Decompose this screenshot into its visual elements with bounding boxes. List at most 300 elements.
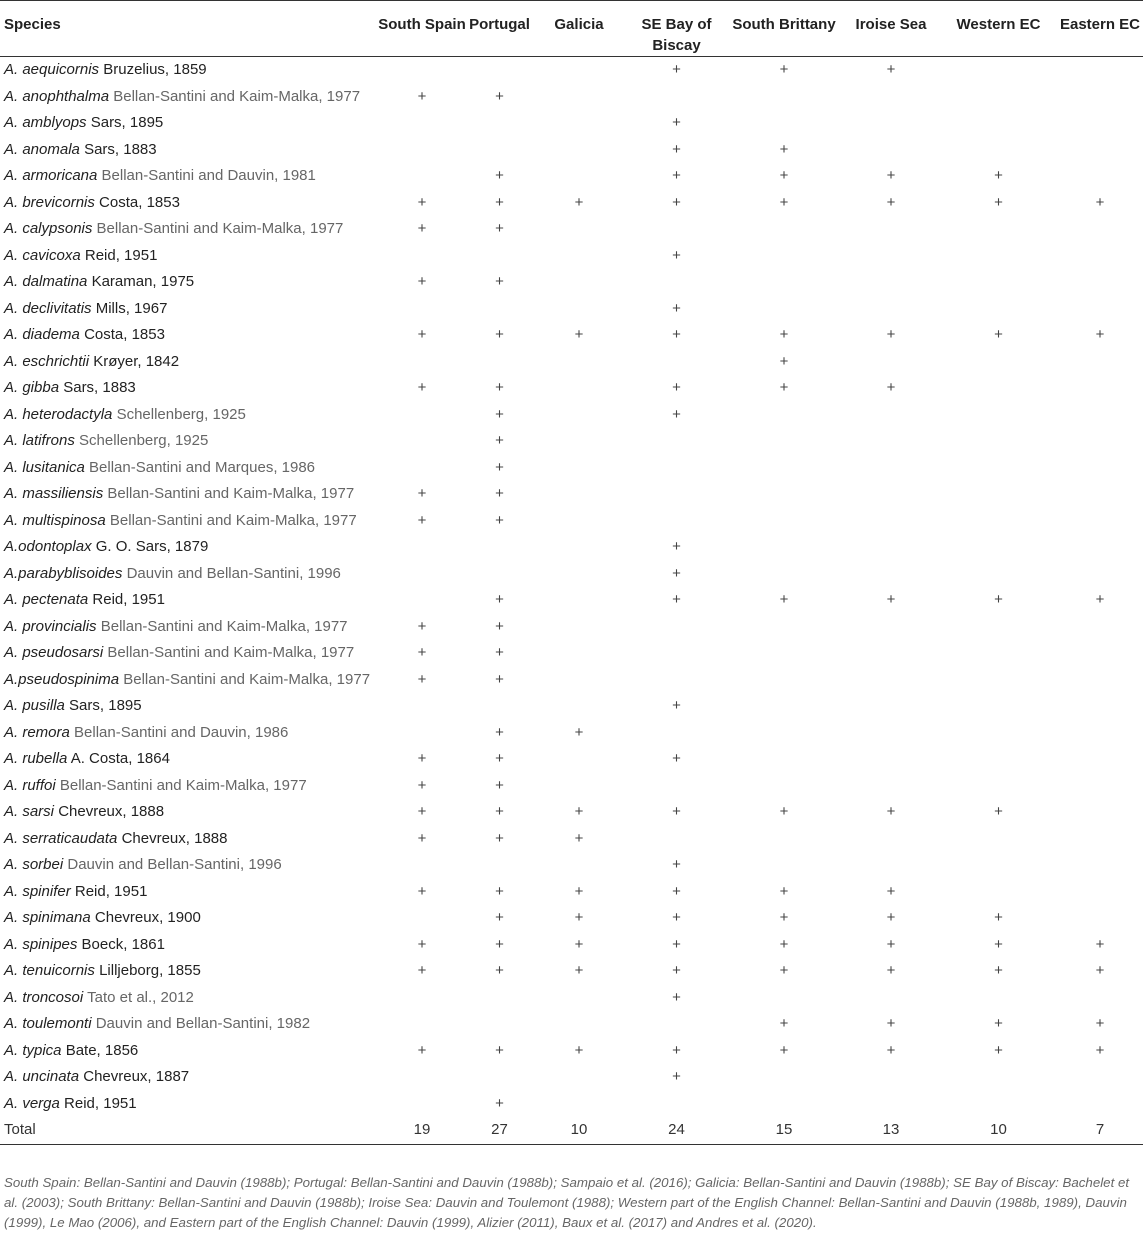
presence-cell <box>627 349 726 376</box>
presence-cell <box>940 137 1057 164</box>
presence-cell <box>627 826 726 853</box>
species-authority: Karaman, 1975 <box>91 273 195 291</box>
presence-cell: + <box>417 829 427 847</box>
presence-cell <box>531 746 627 773</box>
presence-cell: + <box>886 167 896 185</box>
presence-cell: + <box>417 193 427 211</box>
presence-cell <box>842 349 940 376</box>
footnote-segment: Bellan-Santini and Dauvin (1988b, 1989) <box>838 1195 1079 1210</box>
table-row <box>0 879 1143 906</box>
presence-cell <box>627 269 726 296</box>
species-authority: Boeck, 1861 <box>81 935 165 953</box>
presence-cell: + <box>495 379 504 397</box>
species-name: A. uncinata <box>4 1068 80 1086</box>
presence-cell: + <box>495 273 504 291</box>
presence-cell <box>376 428 468 455</box>
presence-cell: + <box>994 1041 1003 1059</box>
species-authority: Chevreux, 1888 <box>121 829 228 847</box>
presence-cell: + <box>994 909 1003 927</box>
presence-cell: + <box>779 326 789 344</box>
presence-cell <box>376 137 468 164</box>
footnote-segment: ; <box>553 1175 561 1190</box>
presence-cell <box>940 508 1057 535</box>
species-cell <box>0 84 376 111</box>
presence-cell: + <box>417 511 427 529</box>
presence-cell <box>376 985 468 1012</box>
species-name: A. eschrichtii <box>4 352 90 370</box>
column-header-region: Portugal <box>469 16 530 33</box>
table-row <box>0 216 1143 243</box>
presence-cell <box>531 137 627 164</box>
footnote-segment: . <box>812 1215 817 1230</box>
presence-cell: + <box>417 670 427 688</box>
presence-cell <box>1057 746 1143 773</box>
footnote-segment: and <box>667 1215 697 1230</box>
presence-cell <box>940 746 1057 773</box>
presence-cell <box>376 693 468 720</box>
footnote-segment: , and Eastern part of the English Channel: <box>136 1215 387 1230</box>
presence-cell <box>1057 1091 1143 1118</box>
presence-cell <box>531 587 627 614</box>
presence-cell: + <box>886 61 896 79</box>
presence-cell <box>376 1091 468 1118</box>
presence-cell <box>842 773 940 800</box>
presence-cell: + <box>495 935 504 953</box>
footnote-segment: , <box>42 1215 50 1230</box>
presence-cell <box>940 84 1057 111</box>
table-row <box>0 1091 1143 1118</box>
presence-cell: + <box>495 591 504 609</box>
table-row <box>0 269 1143 296</box>
presence-cell: + <box>1095 591 1105 609</box>
species-name: A. armoricana <box>4 167 98 185</box>
presence-cell <box>1057 508 1143 535</box>
presence-cell <box>726 402 842 429</box>
presence-cell <box>376 163 468 190</box>
presence-cell <box>1057 375 1143 402</box>
presence-cell: + <box>994 1015 1003 1033</box>
species-authority: Bellan-Santini and Dauvin, 1981 <box>101 167 316 185</box>
table-header <box>0 1 1143 57</box>
species-cell <box>0 243 376 270</box>
presence-cell <box>627 773 726 800</box>
presence-cell <box>842 481 940 508</box>
presence-cell <box>726 852 842 879</box>
presence-cell: + <box>779 803 789 821</box>
presence-cell: + <box>1095 1015 1105 1033</box>
table-row <box>0 243 1143 270</box>
presence-cell: + <box>1095 193 1105 211</box>
presence-cell: + <box>574 962 584 980</box>
species-name: A. declivitatis <box>4 299 92 317</box>
presence-cell <box>627 455 726 482</box>
presence-cell <box>940 826 1057 853</box>
presence-cell: + <box>886 591 896 609</box>
presence-cell <box>842 1064 940 1091</box>
species-cell <box>0 110 376 137</box>
presence-cell <box>1057 269 1143 296</box>
species-name: A. tenuicornis <box>4 962 95 980</box>
presence-cell <box>531 455 627 482</box>
presence-cell <box>1057 243 1143 270</box>
species-authority: Bellan-Santini and Kaim-Malka, 1977 <box>59 776 307 794</box>
species-cell <box>0 190 376 217</box>
presence-cell <box>940 879 1057 906</box>
presence-cell <box>468 110 531 137</box>
species-authority: Sars, 1895 <box>90 114 164 132</box>
presence-cell: + <box>672 167 681 185</box>
species-cell <box>0 455 376 482</box>
species-name: A. anophthalma <box>4 87 110 105</box>
footnote-segment: ; Galicia: <box>687 1175 744 1190</box>
species-authority: Dauvin and Bellan-Santini, 1982 <box>95 1015 311 1033</box>
presence-cell <box>940 110 1057 137</box>
presence-cell: + <box>779 140 789 158</box>
presence-cell <box>627 640 726 667</box>
footnote-segment: ; Portugal: <box>286 1175 351 1190</box>
species-cell <box>0 137 376 164</box>
species-name: A.odontoplax <box>4 538 92 556</box>
species-cell <box>0 640 376 667</box>
presence-cell: + <box>672 962 681 980</box>
presence-cell <box>1057 614 1143 641</box>
presence-cell: + <box>495 87 504 105</box>
species-name: A. toulemonti <box>4 1015 92 1033</box>
presence-cell: + <box>886 962 896 980</box>
table-row <box>0 667 1143 694</box>
species-cell <box>0 322 376 349</box>
species-name: A. rubella <box>4 750 68 768</box>
presence-cell <box>842 455 940 482</box>
presence-cell: + <box>779 1041 789 1059</box>
species-name: A. heterodactyla <box>4 405 113 423</box>
presence-cell <box>531 243 627 270</box>
species-authority: Dauvin and Bellan-Santini, 1996 <box>67 856 282 874</box>
presence-cell: + <box>672 246 681 264</box>
species-name: A. lusitanica <box>4 458 85 476</box>
presence-cell: + <box>495 511 504 529</box>
presence-cell: + <box>417 220 427 238</box>
species-authority: G. O. Sars, 1879 <box>95 538 209 556</box>
presence-cell: + <box>779 193 789 211</box>
presence-cell: + <box>779 935 789 953</box>
species-cell <box>0 693 376 720</box>
presence-cell: + <box>886 1015 896 1033</box>
species-authority: Mills, 1967 <box>95 299 168 317</box>
presence-cell: + <box>886 1041 896 1059</box>
presence-cell <box>468 1011 531 1038</box>
species-cell <box>0 534 376 561</box>
presence-cell: + <box>994 962 1003 980</box>
presence-cell: + <box>672 856 681 874</box>
presence-cell <box>842 746 940 773</box>
presence-cell <box>1057 163 1143 190</box>
presence-cell <box>376 455 468 482</box>
table-row <box>0 349 1143 376</box>
table-row <box>0 110 1143 137</box>
table-row <box>0 296 1143 323</box>
species-name: A. verga <box>4 1094 60 1112</box>
total-value: 24 <box>668 1121 685 1139</box>
presence-cell <box>376 587 468 614</box>
column-header-region: Western EC <box>956 16 1041 33</box>
presence-cell: + <box>495 723 504 741</box>
presence-cell <box>940 216 1057 243</box>
presence-cell <box>842 534 940 561</box>
presence-cell: + <box>672 988 681 1006</box>
presence-cell <box>376 243 468 270</box>
table-row <box>0 773 1143 800</box>
species-name: A.pseudospinima <box>4 670 120 688</box>
species-cell <box>0 1038 376 1065</box>
presence-cell <box>531 773 627 800</box>
presence-cell: + <box>672 299 681 317</box>
presence-cell <box>531 614 627 641</box>
presence-cell: + <box>1095 326 1105 344</box>
presence-cell <box>1057 879 1143 906</box>
species-cell <box>0 667 376 694</box>
species-authority: Bellan-Santini and Kaim-Malka, 1977 <box>96 220 344 238</box>
presence-cell <box>842 243 940 270</box>
species-authority: Schellenberg, 1925 <box>79 432 209 450</box>
footnote-segment: Bellan-Santini and Dauvin (1988b) <box>158 1195 362 1210</box>
presence-cell <box>1057 667 1143 694</box>
presence-cell: + <box>779 167 789 185</box>
presence-cell <box>726 481 842 508</box>
presence-cell <box>1057 84 1143 111</box>
table-row <box>0 163 1143 190</box>
footnote-segment: ; Western part of the English Channel: <box>610 1195 839 1210</box>
presence-cell: + <box>672 114 681 132</box>
footnote-segment: Alizier (2011) <box>477 1215 555 1230</box>
presence-cell <box>376 534 468 561</box>
presence-cell: + <box>1095 935 1105 953</box>
column-header-region: Iroise Sea <box>855 16 927 33</box>
presence-cell: + <box>417 776 427 794</box>
presence-cell: + <box>779 352 789 370</box>
presence-cell: + <box>886 909 896 927</box>
species-cell <box>0 905 376 932</box>
footnote-segment: Baux et al. (2017) <box>562 1215 668 1230</box>
species-cell <box>0 932 376 959</box>
presence-cell <box>940 481 1057 508</box>
footnote-segment: Bellan-Santini and Dauvin (1988b) <box>350 1175 554 1190</box>
presence-cell: + <box>886 803 896 821</box>
presence-cell <box>468 1064 531 1091</box>
table-row <box>0 1064 1143 1091</box>
presence-cell: + <box>574 935 584 953</box>
presence-cell <box>627 508 726 535</box>
footnote-segment: South Spain: <box>4 1175 84 1190</box>
species-name: A. sorbei <box>4 856 64 874</box>
table-row <box>0 84 1143 111</box>
presence-cell <box>726 614 842 641</box>
species-authority: A. Costa, 1864 <box>70 750 170 768</box>
presence-cell <box>1057 905 1143 932</box>
presence-cell <box>531 1064 627 1091</box>
presence-cell: + <box>779 379 789 397</box>
presence-cell <box>468 985 531 1012</box>
species-authority: Bate, 1856 <box>65 1041 139 1059</box>
table-row <box>0 481 1143 508</box>
presence-cell: + <box>495 220 504 238</box>
presence-cell: + <box>417 803 427 821</box>
table-row <box>0 985 1143 1012</box>
presence-cell <box>468 296 531 323</box>
presence-cell <box>842 985 940 1012</box>
presence-cell: + <box>779 882 789 900</box>
presence-cell <box>531 402 627 429</box>
presence-cell: + <box>672 909 681 927</box>
footnote-segment: ; South Brittany: <box>60 1195 159 1210</box>
presence-cell <box>726 243 842 270</box>
species-name: A. dalmatina <box>4 273 88 291</box>
species-cell <box>0 826 376 853</box>
presence-cell <box>376 905 468 932</box>
presence-cell <box>627 428 726 455</box>
presence-cell <box>842 428 940 455</box>
presence-cell: + <box>495 458 504 476</box>
presence-cell <box>1057 1064 1143 1091</box>
presence-cell <box>940 667 1057 694</box>
total-value: 10 <box>570 1121 588 1139</box>
presence-cell <box>531 269 627 296</box>
species-cell <box>0 773 376 800</box>
presence-cell <box>842 720 940 747</box>
presence-cell <box>468 534 531 561</box>
presence-cell <box>940 534 1057 561</box>
presence-cell <box>531 561 627 588</box>
species-authority: Bellan-Santini and Kaim-Malka, 1977 <box>113 87 361 105</box>
presence-cell <box>940 852 1057 879</box>
species-authority: Krøyer, 1842 <box>93 352 180 370</box>
presence-cell: + <box>779 1015 789 1033</box>
table-row <box>0 799 1143 826</box>
table-row <box>0 746 1143 773</box>
species-name: A. troncosoi <box>4 988 84 1006</box>
table-row <box>0 534 1143 561</box>
presence-cell: + <box>574 193 584 211</box>
table-row <box>0 693 1143 720</box>
presence-cell: + <box>495 776 504 794</box>
presence-cell <box>940 720 1057 747</box>
presence-cell <box>842 561 940 588</box>
presence-cell <box>468 137 531 164</box>
total-label: Total <box>4 1121 36 1139</box>
presence-cell <box>842 402 940 429</box>
presence-cell <box>940 243 1057 270</box>
species-name: A. brevicornis <box>4 193 95 211</box>
presence-cell <box>627 667 726 694</box>
presence-cell <box>1057 137 1143 164</box>
table-row <box>0 640 1143 667</box>
species-authority: Chevreux, 1888 <box>58 803 165 821</box>
presence-cell: + <box>495 962 504 980</box>
presence-cell <box>842 826 940 853</box>
presence-cell <box>1057 799 1143 826</box>
presence-cell: + <box>672 193 681 211</box>
presence-cell: + <box>672 591 681 609</box>
presence-cell <box>531 508 627 535</box>
presence-cell <box>842 614 940 641</box>
species-name: A. anomala <box>4 140 80 158</box>
species-authority: Reid, 1951 <box>92 591 165 609</box>
species-cell <box>0 958 376 985</box>
species-name: A. amblyops <box>4 114 87 132</box>
species-cell <box>0 746 376 773</box>
table-row <box>0 508 1143 535</box>
presence-cell: + <box>417 617 427 635</box>
presence-cell <box>1057 402 1143 429</box>
species-authority: Costa, 1853 <box>84 326 165 344</box>
presence-cell <box>531 57 627 84</box>
footnote-segment: Dauvin (1999) <box>4 1195 1127 1230</box>
presence-cell <box>1057 57 1143 84</box>
species-name: A. massiliensis <box>4 485 104 503</box>
presence-cell <box>940 428 1057 455</box>
total-value: 15 <box>775 1121 793 1139</box>
presence-cell: + <box>574 723 584 741</box>
species-cell <box>0 985 376 1012</box>
species-authority: Reid, 1951 <box>64 1094 137 1112</box>
presence-cell: + <box>886 935 896 953</box>
footnote-segment: Le Mao (2006) <box>49 1215 137 1230</box>
presence-cell <box>726 667 842 694</box>
species-authority: Bruzelius, 1859 <box>103 61 207 79</box>
presence-cell: + <box>417 1041 427 1059</box>
presence-cell <box>376 720 468 747</box>
species-authority: Chevreux, 1900 <box>94 909 201 927</box>
table-row <box>0 455 1143 482</box>
presence-cell <box>842 693 940 720</box>
species-cell <box>0 163 376 190</box>
column-header-species: Species <box>4 16 61 33</box>
species-name: A. ruffoi <box>4 776 56 794</box>
presence-cell <box>531 216 627 243</box>
presence-cell <box>940 1064 1057 1091</box>
species-authority: Bellan-Santini and Kaim-Malka, 1977 <box>107 644 355 662</box>
species-name: A. multispinosa <box>4 511 106 529</box>
presence-cell <box>726 269 842 296</box>
presence-cell: + <box>495 803 504 821</box>
species-cell <box>0 375 376 402</box>
species-authority: Tato et al., 2012 <box>87 988 194 1006</box>
presence-cell: + <box>495 882 504 900</box>
presence-cell <box>1057 826 1143 853</box>
presence-cell: + <box>417 485 427 503</box>
species-name: A. serraticaudata <box>4 829 118 847</box>
presence-cell <box>726 746 842 773</box>
presence-cell: + <box>495 193 504 211</box>
presence-cell: + <box>886 326 896 344</box>
presence-cell: + <box>574 803 584 821</box>
presence-cell <box>468 57 531 84</box>
total-value: 27 <box>491 1121 508 1139</box>
presence-cell <box>726 1091 842 1118</box>
table-row <box>0 1038 1143 1065</box>
presence-cell: + <box>495 485 504 503</box>
presence-cell: + <box>994 803 1003 821</box>
presence-cell: + <box>417 326 427 344</box>
presence-cell <box>531 667 627 694</box>
presence-cell: + <box>495 326 504 344</box>
presence-cell <box>726 720 842 747</box>
species-cell <box>0 852 376 879</box>
presence-cell <box>376 402 468 429</box>
total-row <box>0 1117 1143 1144</box>
species-name: A. pectenata <box>4 591 89 609</box>
presence-cell <box>468 349 531 376</box>
